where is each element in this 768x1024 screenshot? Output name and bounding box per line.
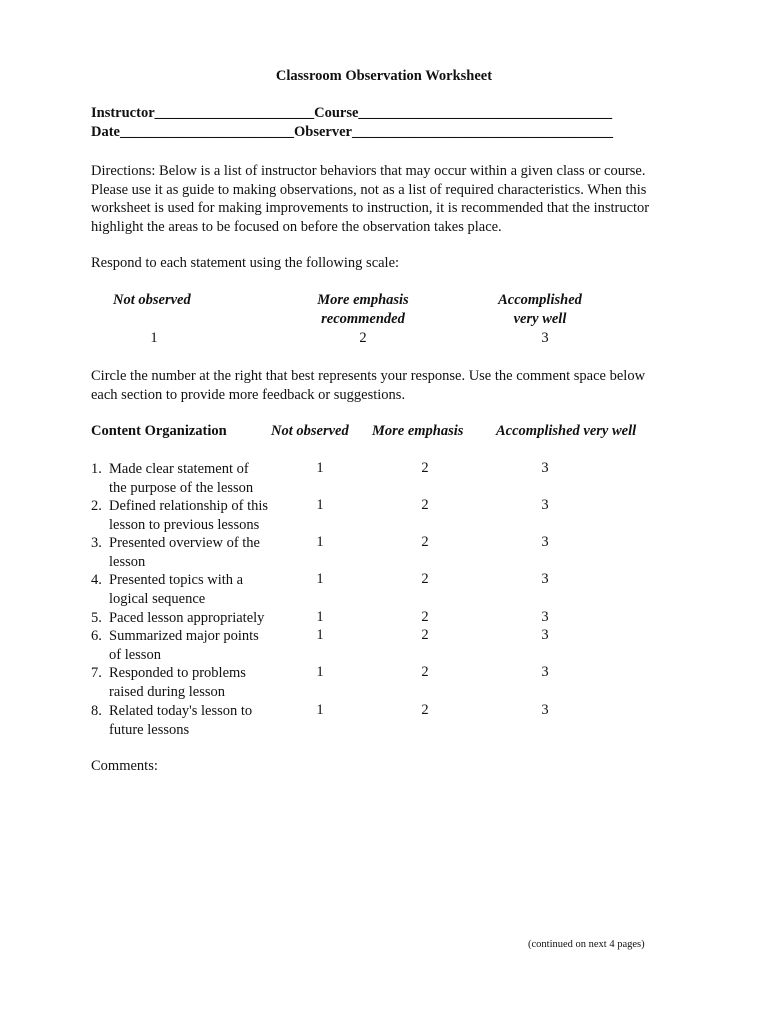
scale-label-accomplished: Accomplished xyxy=(498,292,582,308)
item-text: Presented overview of the xyxy=(109,535,260,551)
list-item xyxy=(91,609,281,628)
scale-label-more-emphasis: More emphasis xyxy=(317,292,409,308)
rating-option-2[interactable]: 2 xyxy=(421,534,429,550)
scale-value-3: 3 xyxy=(541,330,549,346)
item-number: 6. xyxy=(91,628,102,644)
column-header-accomplished: Accomplished very well xyxy=(496,423,637,439)
rating-option-1[interactable]: 1 xyxy=(316,702,324,718)
rating-option-1[interactable]: 1 xyxy=(316,664,324,680)
item-text: Summarized major points xyxy=(109,628,259,644)
list-item xyxy=(91,702,281,739)
item-text: Related today's lesson to xyxy=(109,703,253,719)
directions-line: worksheet is used for making improvements to instruction, it is recommended that the instructor xyxy=(91,200,650,216)
item-number: 1. xyxy=(91,461,102,477)
circle-instructions-line: each section to provide more feedback or suggestions. xyxy=(91,386,406,403)
item-text-cont: of lesson xyxy=(109,646,161,663)
item-text-cont: future lessons xyxy=(109,721,190,738)
item-text: Presented topics with a xyxy=(109,572,244,588)
scale-intro: Respond to each statement using the following scale: xyxy=(91,255,400,271)
rating-option-3[interactable]: 3 xyxy=(541,702,549,718)
scale-value-2: 2 xyxy=(359,330,367,346)
rating-option-3[interactable]: 3 xyxy=(541,497,549,513)
item-text-cont: lesson to previous lessons xyxy=(109,516,260,533)
date-observer-line[interactable]: Date________________________Observer____________________________________ xyxy=(91,124,613,140)
instructor-course-line[interactable]: Instructor______________________Course___________________________________ xyxy=(91,105,613,121)
rating-option-3[interactable]: 3 xyxy=(541,664,549,680)
list-item xyxy=(91,627,281,664)
item-text-cont: logical sequence xyxy=(109,590,206,607)
item-text: Responded to problems xyxy=(109,665,246,681)
item-number: 7. xyxy=(91,665,102,681)
list-item xyxy=(91,497,281,534)
rating-option-1[interactable]: 1 xyxy=(316,534,324,550)
list-item xyxy=(91,571,281,608)
scale-label-recommended: recommended xyxy=(321,311,405,327)
column-header-more-emphasis: More emphasis xyxy=(372,423,464,439)
item-text-cont: the purpose of the lesson xyxy=(109,479,254,496)
circle-instructions-line: Circle the number at the right that best represents your response. Use the comment space below xyxy=(91,368,646,384)
rating-option-1[interactable]: 1 xyxy=(316,460,324,476)
item-number: 3. xyxy=(91,535,102,551)
item-text: Defined relationship of this xyxy=(109,498,269,514)
rating-option-3[interactable]: 3 xyxy=(541,534,549,550)
rating-option-1[interactable]: 1 xyxy=(316,571,324,587)
page-footer: (continued on next 4 pages) xyxy=(528,939,645,950)
comments-label: Comments: xyxy=(91,758,158,774)
section-heading: Content Organization xyxy=(91,423,227,439)
page-title: Classroom Observation Worksheet xyxy=(275,68,493,84)
rating-option-1[interactable]: 1 xyxy=(316,609,324,625)
list-item xyxy=(91,460,281,497)
rating-option-1[interactable]: 1 xyxy=(316,627,324,643)
scale-value-1: 1 xyxy=(150,330,158,346)
directions-line: Directions: Below is a list of instructor behaviors that may occur within a given class or course. xyxy=(91,163,646,179)
rating-option-2[interactable]: 2 xyxy=(421,627,429,643)
item-text: Paced lesson appropriately xyxy=(109,610,265,626)
rating-option-2[interactable]: 2 xyxy=(421,460,429,476)
comments-area[interactable] xyxy=(91,780,691,920)
rating-option-2[interactable]: 2 xyxy=(421,702,429,718)
rating-option-2[interactable]: 2 xyxy=(421,497,429,513)
item-text-cont: raised during lesson xyxy=(109,683,225,700)
scale-label-not-observed: Not observed xyxy=(113,292,191,308)
directions-paragraph xyxy=(91,162,691,236)
rating-option-2[interactable]: 2 xyxy=(421,571,429,587)
rating-option-3[interactable]: 3 xyxy=(541,627,549,643)
rating-option-2[interactable]: 2 xyxy=(421,609,429,625)
item-number: 5. xyxy=(91,610,102,626)
rating-option-3[interactable]: 3 xyxy=(541,460,549,476)
column-header-not-observed: Not observed xyxy=(271,423,349,439)
item-text-cont: lesson xyxy=(109,553,146,570)
rating-option-2[interactable]: 2 xyxy=(421,664,429,680)
directions-line: Please use it as guide to making observations, not as a list of required characteristics. When this xyxy=(91,181,647,198)
rating-option-1[interactable]: 1 xyxy=(316,497,324,513)
directions-line: highlight the areas to be focused on before the observation takes place. xyxy=(91,218,502,235)
item-number: 2. xyxy=(91,498,102,514)
scale-label-very-well: very well xyxy=(513,311,567,327)
circle-instructions xyxy=(91,367,691,404)
item-number: 8. xyxy=(91,703,102,719)
rating-option-3[interactable]: 3 xyxy=(541,609,549,625)
item-text: Made clear statement of xyxy=(109,461,249,477)
list-item xyxy=(91,664,281,701)
rating-option-3[interactable]: 3 xyxy=(541,571,549,587)
list-item xyxy=(91,534,281,571)
item-number: 4. xyxy=(91,572,102,588)
